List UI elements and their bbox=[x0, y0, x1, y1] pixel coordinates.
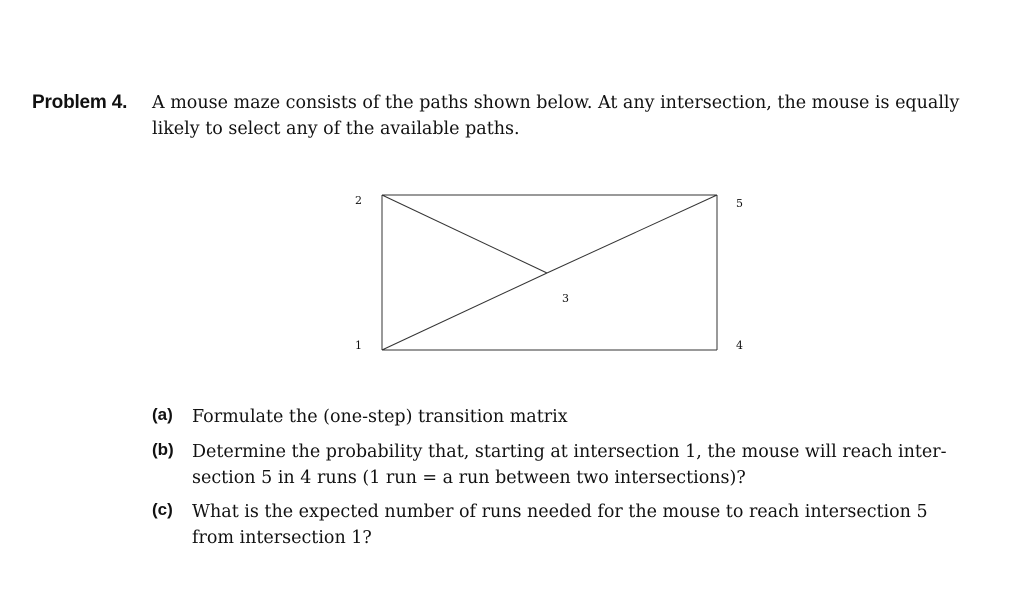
part-text-line: section 5 in 4 runs (1 run = a run between two intersections)? bbox=[192, 468, 746, 488]
part-label: (a) bbox=[152, 405, 173, 424]
node-label-5: 5 bbox=[736, 197, 743, 210]
problem-label: Problem 4. bbox=[32, 92, 128, 113]
part-text bbox=[192, 439, 947, 491]
node-label-3: 3 bbox=[562, 292, 569, 305]
problem-text bbox=[152, 90, 960, 142]
part-text-line: Determine the probability that, starting at intersection 1, the mouse will reach inter- bbox=[192, 442, 947, 462]
problem-text-line: A mouse maze consists of the paths shown below. At any intersection, the mouse is equally bbox=[152, 93, 960, 113]
part-text bbox=[192, 499, 942, 551]
node-label-1: 1 bbox=[355, 339, 362, 352]
part-label: (c) bbox=[152, 500, 173, 519]
problem-text-line: likely to select any of the available paths. bbox=[152, 119, 520, 139]
part-text-line: Formulate the (one-step) transition matrix bbox=[192, 407, 568, 427]
part-text bbox=[192, 404, 942, 430]
path-2-3 bbox=[382, 195, 547, 273]
maze-diagram bbox=[340, 185, 760, 360]
node-label-4: 4 bbox=[736, 339, 743, 352]
part-text-line: from intersection 1? bbox=[192, 528, 372, 548]
path-3-5 bbox=[547, 195, 717, 273]
node-label-2: 2 bbox=[355, 194, 362, 207]
maze-paths bbox=[340, 185, 760, 360]
part-text-line: What is the expected number of runs needed for the mouse to reach intersection 5 bbox=[192, 502, 928, 522]
part-label: (b) bbox=[152, 440, 174, 459]
path-1-3 bbox=[382, 273, 547, 350]
